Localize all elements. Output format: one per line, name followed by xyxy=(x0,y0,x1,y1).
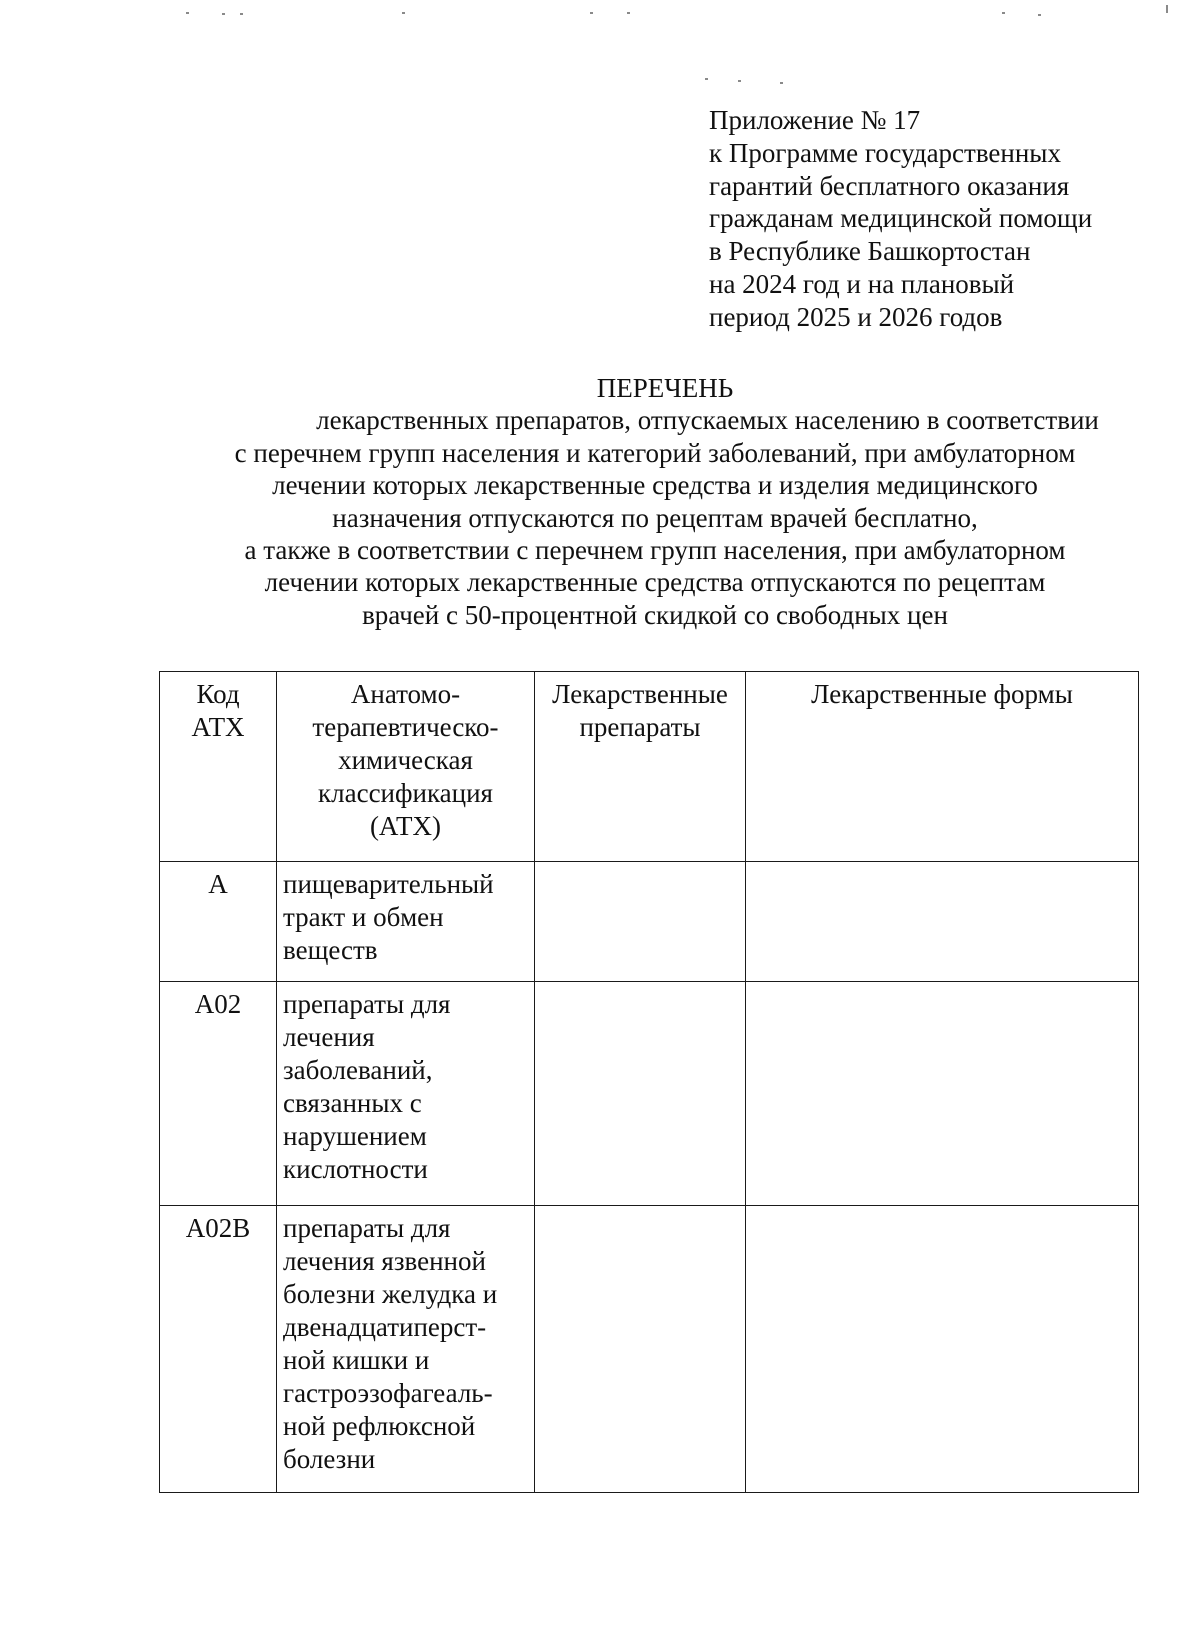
text-line: АТХ xyxy=(191,712,245,742)
text-line: врачей с 50-процентной скидкой со свободных цен xyxy=(362,599,948,630)
text-line: на 2024 год и на плановый xyxy=(709,268,1015,299)
text-line: заболеваний, xyxy=(283,1055,433,1085)
atx-code: А02 xyxy=(160,982,277,1206)
drugs-cell xyxy=(535,1206,746,1493)
text-line: Лекарственные xyxy=(552,679,728,709)
scan-speck xyxy=(705,78,708,80)
scan-speck xyxy=(240,13,243,15)
header-drugs xyxy=(535,672,746,862)
text-line: период 2025 и 2026 годов xyxy=(709,301,1003,332)
text-line: ной рефлюксной xyxy=(283,1411,476,1441)
text-line: препараты xyxy=(579,712,701,742)
atx-table xyxy=(159,671,1139,1493)
text-line: Приложение № 17 xyxy=(709,105,921,135)
text-line: веществ xyxy=(283,935,378,965)
table-row xyxy=(160,862,1139,982)
document-title: ПЕРЕЧЕНЬ xyxy=(596,373,734,403)
text-line: терапевтическо- xyxy=(312,712,499,742)
text-line: в Республике Башкортостан xyxy=(709,236,1031,267)
scan-speck xyxy=(780,82,783,84)
text-line: лечения язвенной xyxy=(283,1246,486,1276)
scan-speck xyxy=(402,12,405,14)
scan-speck xyxy=(1166,5,1168,13)
text-line: связанных с xyxy=(283,1088,422,1118)
text-line: гражданам медицинской помощи xyxy=(709,203,1093,234)
text-line: гарантий бесплатного оказания xyxy=(709,170,1070,201)
text-line: а также в соответствии с перечнем групп населения, при амбулаторном xyxy=(244,535,1066,566)
forms-cell xyxy=(746,862,1139,982)
atx-classification xyxy=(277,862,535,982)
text-line: болезни xyxy=(283,1444,376,1474)
text-line: лечении которых лекарственные средства и изделия медицинского xyxy=(272,470,1038,501)
scan-speck xyxy=(186,12,189,14)
text-line: двенадцатиперст- xyxy=(283,1312,487,1342)
text-line: кислотности xyxy=(283,1154,428,1184)
text-line: лечении которых лекарственные средства отпускаются по рецептам xyxy=(264,567,1046,598)
text-line: к Программе государственных xyxy=(709,137,1061,168)
table-header-row xyxy=(160,672,1139,862)
scan-speck xyxy=(1038,14,1041,16)
document-subtitle xyxy=(150,404,1160,631)
atx-classification xyxy=(277,1206,535,1493)
drugs-cell xyxy=(535,982,746,1206)
text-line: Лекарственные формы xyxy=(811,679,1073,709)
text-line: гастроэзофагеаль- xyxy=(283,1378,493,1408)
text-line: тракт и обмен xyxy=(283,902,444,932)
text-line: (АТХ) xyxy=(369,811,442,841)
atx-code: А xyxy=(160,862,277,982)
atx-code: А02В xyxy=(160,1206,277,1493)
text-line: препараты для xyxy=(283,1213,451,1243)
text-line: ной кишки и xyxy=(283,1345,430,1375)
text-line: химическая xyxy=(338,745,473,775)
forms-cell xyxy=(746,982,1139,1206)
text-line: лекарственных препаратов, отпускаемых населению в соответствии xyxy=(316,405,1099,436)
drugs-cell xyxy=(535,862,746,982)
scan-speck xyxy=(627,12,630,14)
text-line: классификация xyxy=(318,778,493,808)
text-line: с перечнем групп населения и категорий заболеваний, при амбулаторном xyxy=(234,437,1076,468)
text-line: лечения xyxy=(283,1022,375,1052)
scan-speck xyxy=(1002,12,1005,14)
text-line: болезни желудка и xyxy=(283,1279,498,1309)
forms-cell xyxy=(746,1206,1139,1493)
header-code xyxy=(160,672,277,862)
text-line: Анатомо- xyxy=(350,679,461,709)
text-line: назначения отпускаются по рецептам врачей бесплатно, xyxy=(332,502,978,533)
scan-speck xyxy=(222,13,225,15)
document-heading xyxy=(150,372,1160,631)
appendix-reference xyxy=(709,104,1169,334)
scan-speck xyxy=(590,12,593,14)
header-forms xyxy=(746,672,1139,862)
text-line: препараты для xyxy=(283,989,451,1019)
text-line: нарушением xyxy=(283,1121,427,1151)
table-row xyxy=(160,1206,1139,1493)
text-line: пищеварительный xyxy=(283,869,494,899)
text-line: Код xyxy=(196,679,240,709)
header-classification xyxy=(277,672,535,862)
atx-classification xyxy=(277,982,535,1206)
scan-speck xyxy=(738,80,741,82)
table-row xyxy=(160,982,1139,1206)
